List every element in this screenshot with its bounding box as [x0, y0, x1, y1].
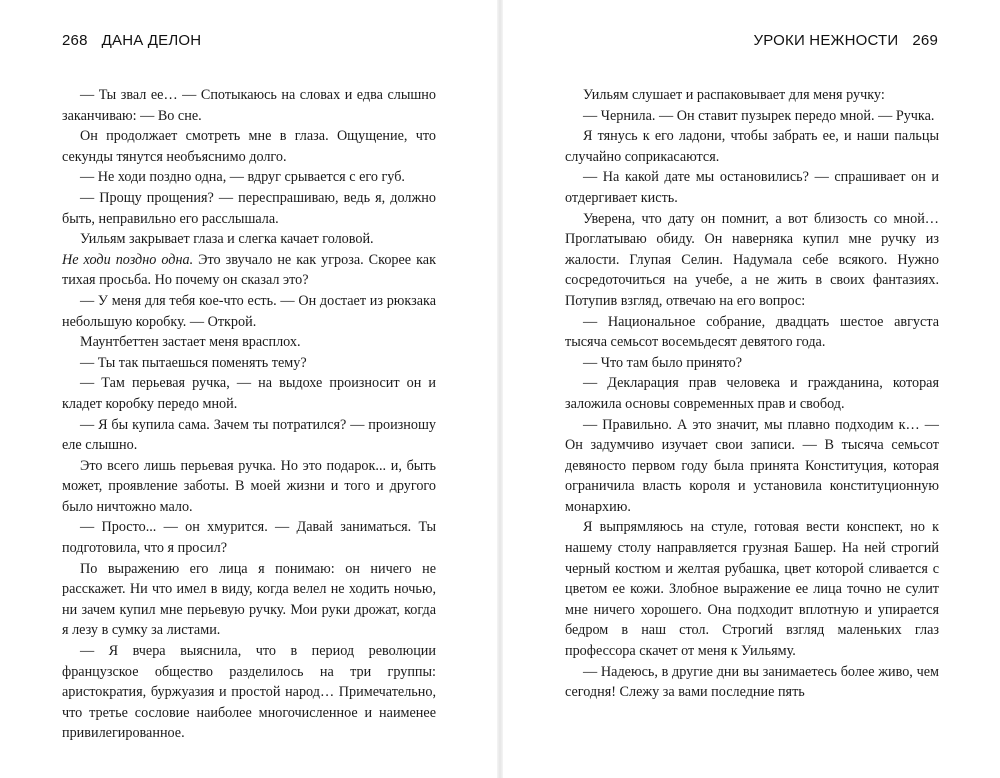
paragraph: — Прощу прощения? — переспрашиваю, ведь я, должно быть, неправильно его расслышала.	[62, 189, 436, 227]
paragraph: — Декларация прав человека и гражданина, которая заложила основы современных прав и свобод.	[565, 375, 939, 412]
left-page-number: 268	[62, 32, 88, 49]
left-page	[0, 0, 497, 778]
right-page-number: 269	[912, 32, 938, 49]
paragraph: — Ты звал ее… — Спотыкаюсь на словах и едва слышно заканчиваю: — Во сне.	[62, 87, 436, 124]
paragraph: — Что там было принято?	[583, 354, 743, 371]
paragraph: — Не ходи поздно одна, — вдруг срывается с его губ.	[80, 169, 405, 186]
paragraph: — Надеюсь, в другие дни вы занимаетесь более живо, чем сегодня! Слежу за вами последние пять	[565, 663, 939, 701]
paragraph: Я выпрямляюсь на стуле, готовая вести конспект, но к нашему столу направляется грузная Башер. На ней строгий черный костюм и желтая рубашка, цвет которой сливается с цветом ее кожи. Злобное выражение ее лица точно не сулит мне ничего хорошего. Она подходит вплотную и упирается бедром в наш стол. Строгий взгляд маленьких глаз профессора скачет от меня к Уильяму.	[565, 519, 939, 660]
paragraph: — Чернила. — Он ставит пузырек передо мной. — Ручка.	[583, 107, 935, 124]
paragraph: Это всего лишь перьевая ручка. Но это подарок... и, быть может, проявление заботы. В моей жизни и того и другого было ничтожно мало.	[62, 457, 436, 515]
right-page-text	[565, 85, 939, 703]
paragraph: Маунтбеттен застает меня врасплох.	[80, 334, 301, 351]
left-page-text	[62, 85, 436, 744]
left-running-head: ДАНА ДЕЛОН	[101, 32, 202, 49]
paragraph: Уильям слушает и распаковывает для меня ручку:	[583, 87, 885, 103]
paragraph: — Я вчера выяснила, что в период революции французское общество разделилось на три группы: аристократия, буржуазия и простой народ… Примечательно, что третье сословие наиболее многочисленное и наименее привилегированное.	[62, 643, 436, 742]
paragraph: — Ты так пытаешься поменять тему?	[80, 354, 307, 371]
paragraph: — На какой дате мы остановились? — спрашивает он и отдергивает кисть.	[565, 169, 939, 206]
italic-phrase: Не ходи поздно одна.	[62, 251, 194, 268]
paragraph-with-italic	[62, 250, 436, 291]
paragraph: — У меня для тебя кое-что есть. — Он достает из рюкзака небольшую коробку. — Открой.	[62, 292, 436, 330]
paragraph: — Я бы купила сама. Зачем ты потратился? — произношу еле слышно.	[62, 416, 436, 454]
paragraph: Я тянусь к его ладони, чтобы забрать ее, и наши пальцы случайно соприкасаются.	[565, 128, 939, 165]
paragraph: Это звучало не как угроза. Скорее как тихая просьба. Но почему он сказал это?	[62, 251, 436, 289]
right-running-head: УРОКИ НЕЖНОСТИ	[753, 32, 899, 49]
paragraph: — Там перьевая ручка, — на выдохе произносит он и кладет коробку передо мной.	[62, 375, 436, 412]
right-page-header	[754, 32, 938, 49]
paragraph: Уильям закрывает глаза и слегка качает головой.	[80, 231, 374, 248]
paragraph: — Правильно. А это значит, мы плавно подходим к… — Он задумчиво изучает свои записи. — В тысяча семьсот девяносто первом году была принята Конституция, которая ограничила власть короля и установила конституционную монархию.	[565, 416, 939, 515]
paragraph: — Просто... — он хмурится. — Давай заниматься. Ты подготовила, что я просил?	[62, 519, 436, 557]
left-page-header	[62, 32, 201, 49]
paragraph: Он продолжает смотреть мне в глаза. Ощущение, что секунды тянутся необъяснимо долго.	[62, 128, 436, 165]
paragraph: Уверена, что дату он помнит, а вот близость со мной… Проглатываю обиду. Он наверняка купил мне ручку из жалости. Глупая Селин. Надумала себе всякого. Нужно сосредоточиться на учебе, а не жить в своих фантазиях. Потупив взгляд, отвечаю на его вопрос:	[565, 210, 939, 309]
paragraph: По выражению его лица я понимаю: он ничего не расскажет. Ни что имел в виду, когда велел не ходить ночью, ни зачем купил мне перьевую ручку. Мои руки дрожат, когда я лезу в сумку за листами.	[62, 560, 436, 639]
right-page	[503, 0, 1000, 778]
paragraph: — Национальное собрание, двадцать шестое августа тысяча семьсот восемьдесят девятого года.	[565, 313, 939, 351]
